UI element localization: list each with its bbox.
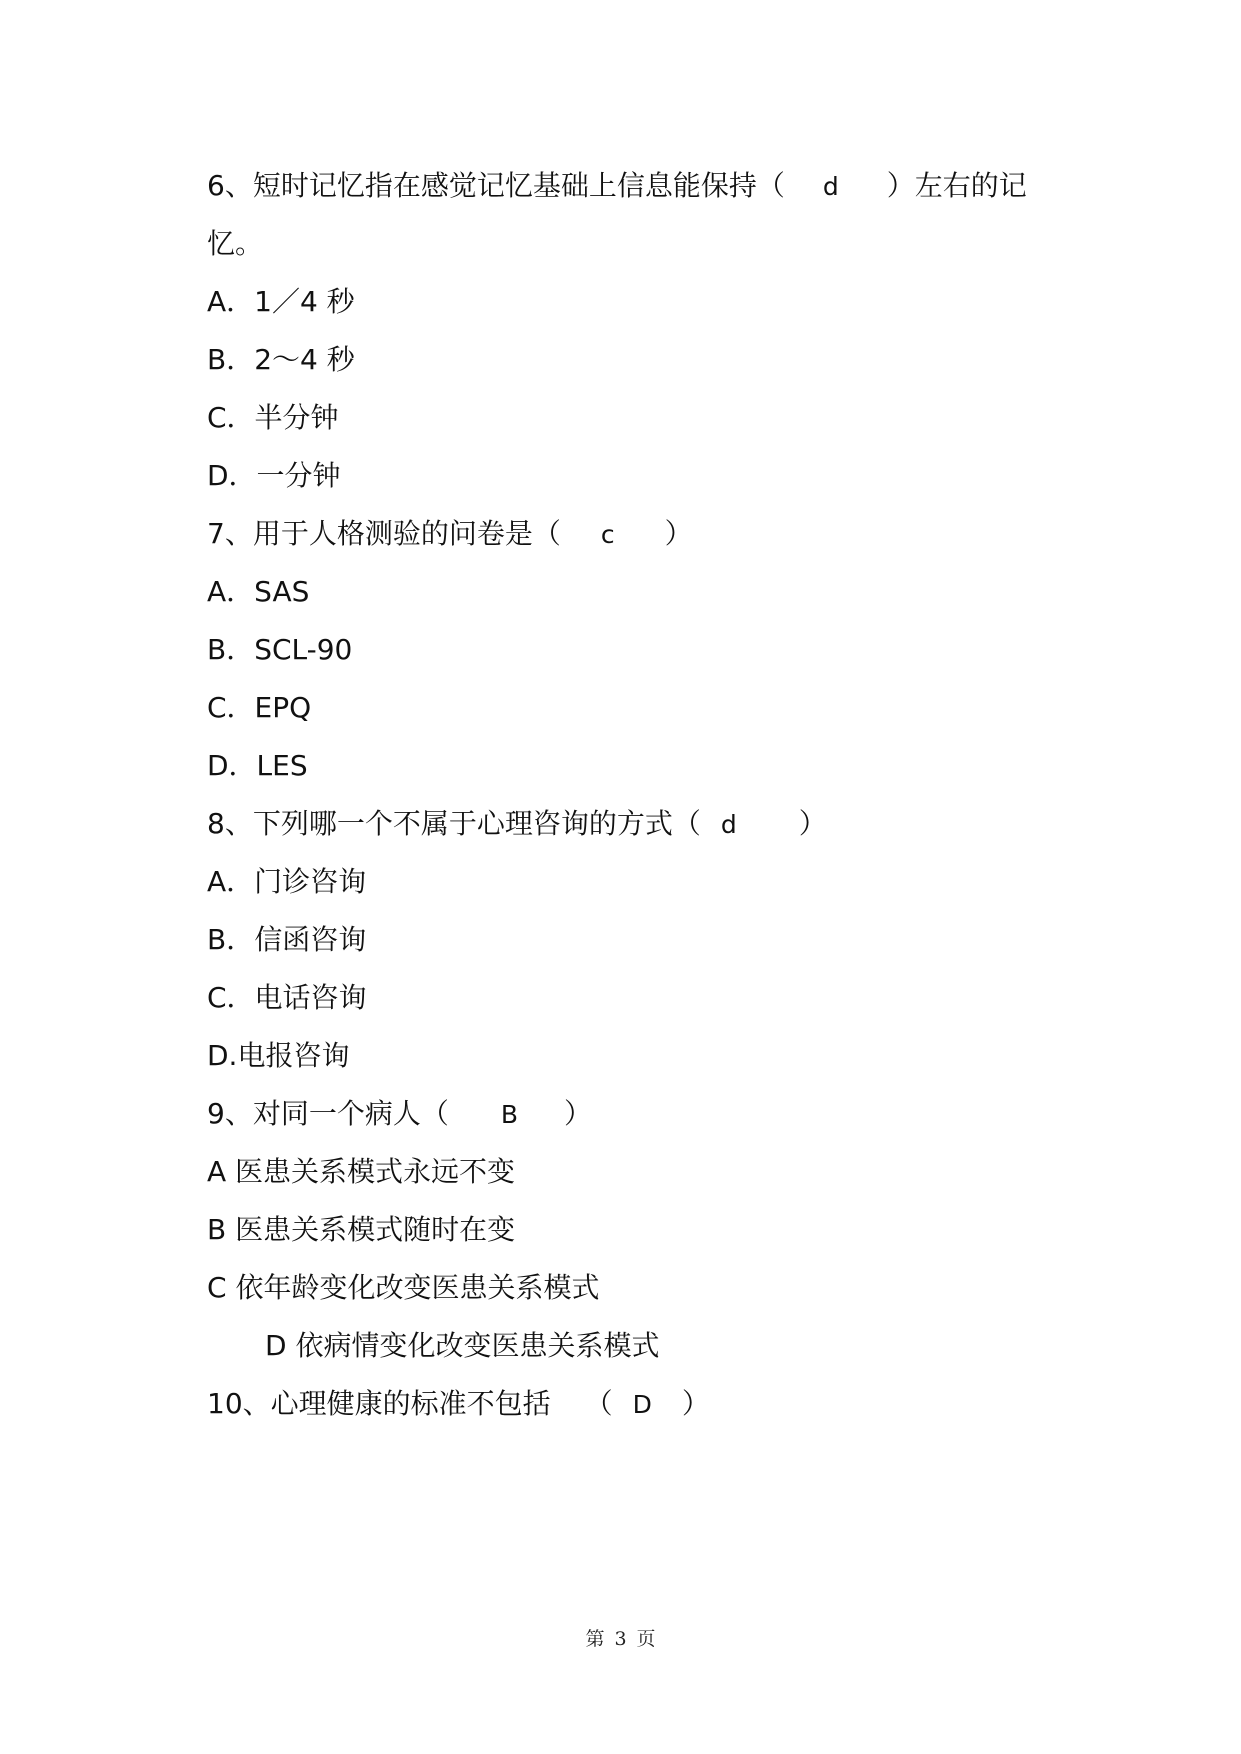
option-a: A．1／4 秒 <box>207 285 355 318</box>
question-6-stem-continued: 忆。 <box>207 227 264 260</box>
question-8-stem <box>207 804 827 845</box>
option-d: D.电报咨询 <box>207 1039 350 1072</box>
answer-text: d <box>822 172 839 201</box>
page-footer <box>0 1624 1241 1651</box>
question-6-stem <box>207 166 1027 207</box>
option-b: B．SCL-90 <box>207 633 353 666</box>
question-stem-text: ） <box>681 1387 710 1420</box>
answer-text: d <box>720 810 737 839</box>
option-c: C 依年龄变化改变医患关系模式 <box>207 1271 600 1304</box>
question-stem-text: 7、用于人格测验的问卷是（ <box>207 517 561 550</box>
question-stem-text: 8、下列哪一个不属于心理咨询的方式（ <box>207 807 701 840</box>
question-stem-text: ） <box>563 1097 592 1130</box>
option-a: A 医患关系模式永远不变 <box>207 1155 516 1188</box>
question-stem-text: ） <box>798 807 827 840</box>
option-c: C．半分钟 <box>207 401 339 434</box>
option-b: B 医患关系模式随时在变 <box>207 1213 516 1246</box>
question-stem-text: 9、对同一个病人（ <box>207 1097 449 1130</box>
question-7-stem <box>207 514 693 555</box>
option-a: A．门诊咨询 <box>207 865 367 898</box>
option-d: D．一分钟 <box>207 459 341 492</box>
option-d: D 依病情变化改变医患关系模式 <box>265 1329 660 1362</box>
option-c: C．电话咨询 <box>207 981 367 1014</box>
question-stem-text: ）左右的记 <box>886 169 1027 202</box>
question-stem-text: ） <box>664 517 693 550</box>
answer-text: c <box>600 520 615 549</box>
footer-suffix: 页 <box>636 1628 656 1650</box>
option-d: D．LES <box>207 749 308 782</box>
question-stem-text: 10、心理健康的标准不包括 <box>207 1387 551 1420</box>
question-10-stem <box>207 1384 710 1425</box>
option-b: B．信函咨询 <box>207 923 367 956</box>
open-paren: （ <box>584 1387 613 1420</box>
option-a: A．SAS <box>207 575 310 608</box>
question-9-stem <box>207 1094 592 1135</box>
option-b: B．2～4 秒 <box>207 343 355 376</box>
question-stem-text: 6、短时记忆指在感觉记忆基础上信息能保持（ <box>207 169 785 202</box>
answer-text: B <box>500 1100 518 1129</box>
page-number: 3 <box>614 1628 627 1650</box>
answer-text: D <box>632 1390 652 1419</box>
option-c: C．EPQ <box>207 691 312 724</box>
footer-prefix: 第 <box>585 1628 605 1650</box>
